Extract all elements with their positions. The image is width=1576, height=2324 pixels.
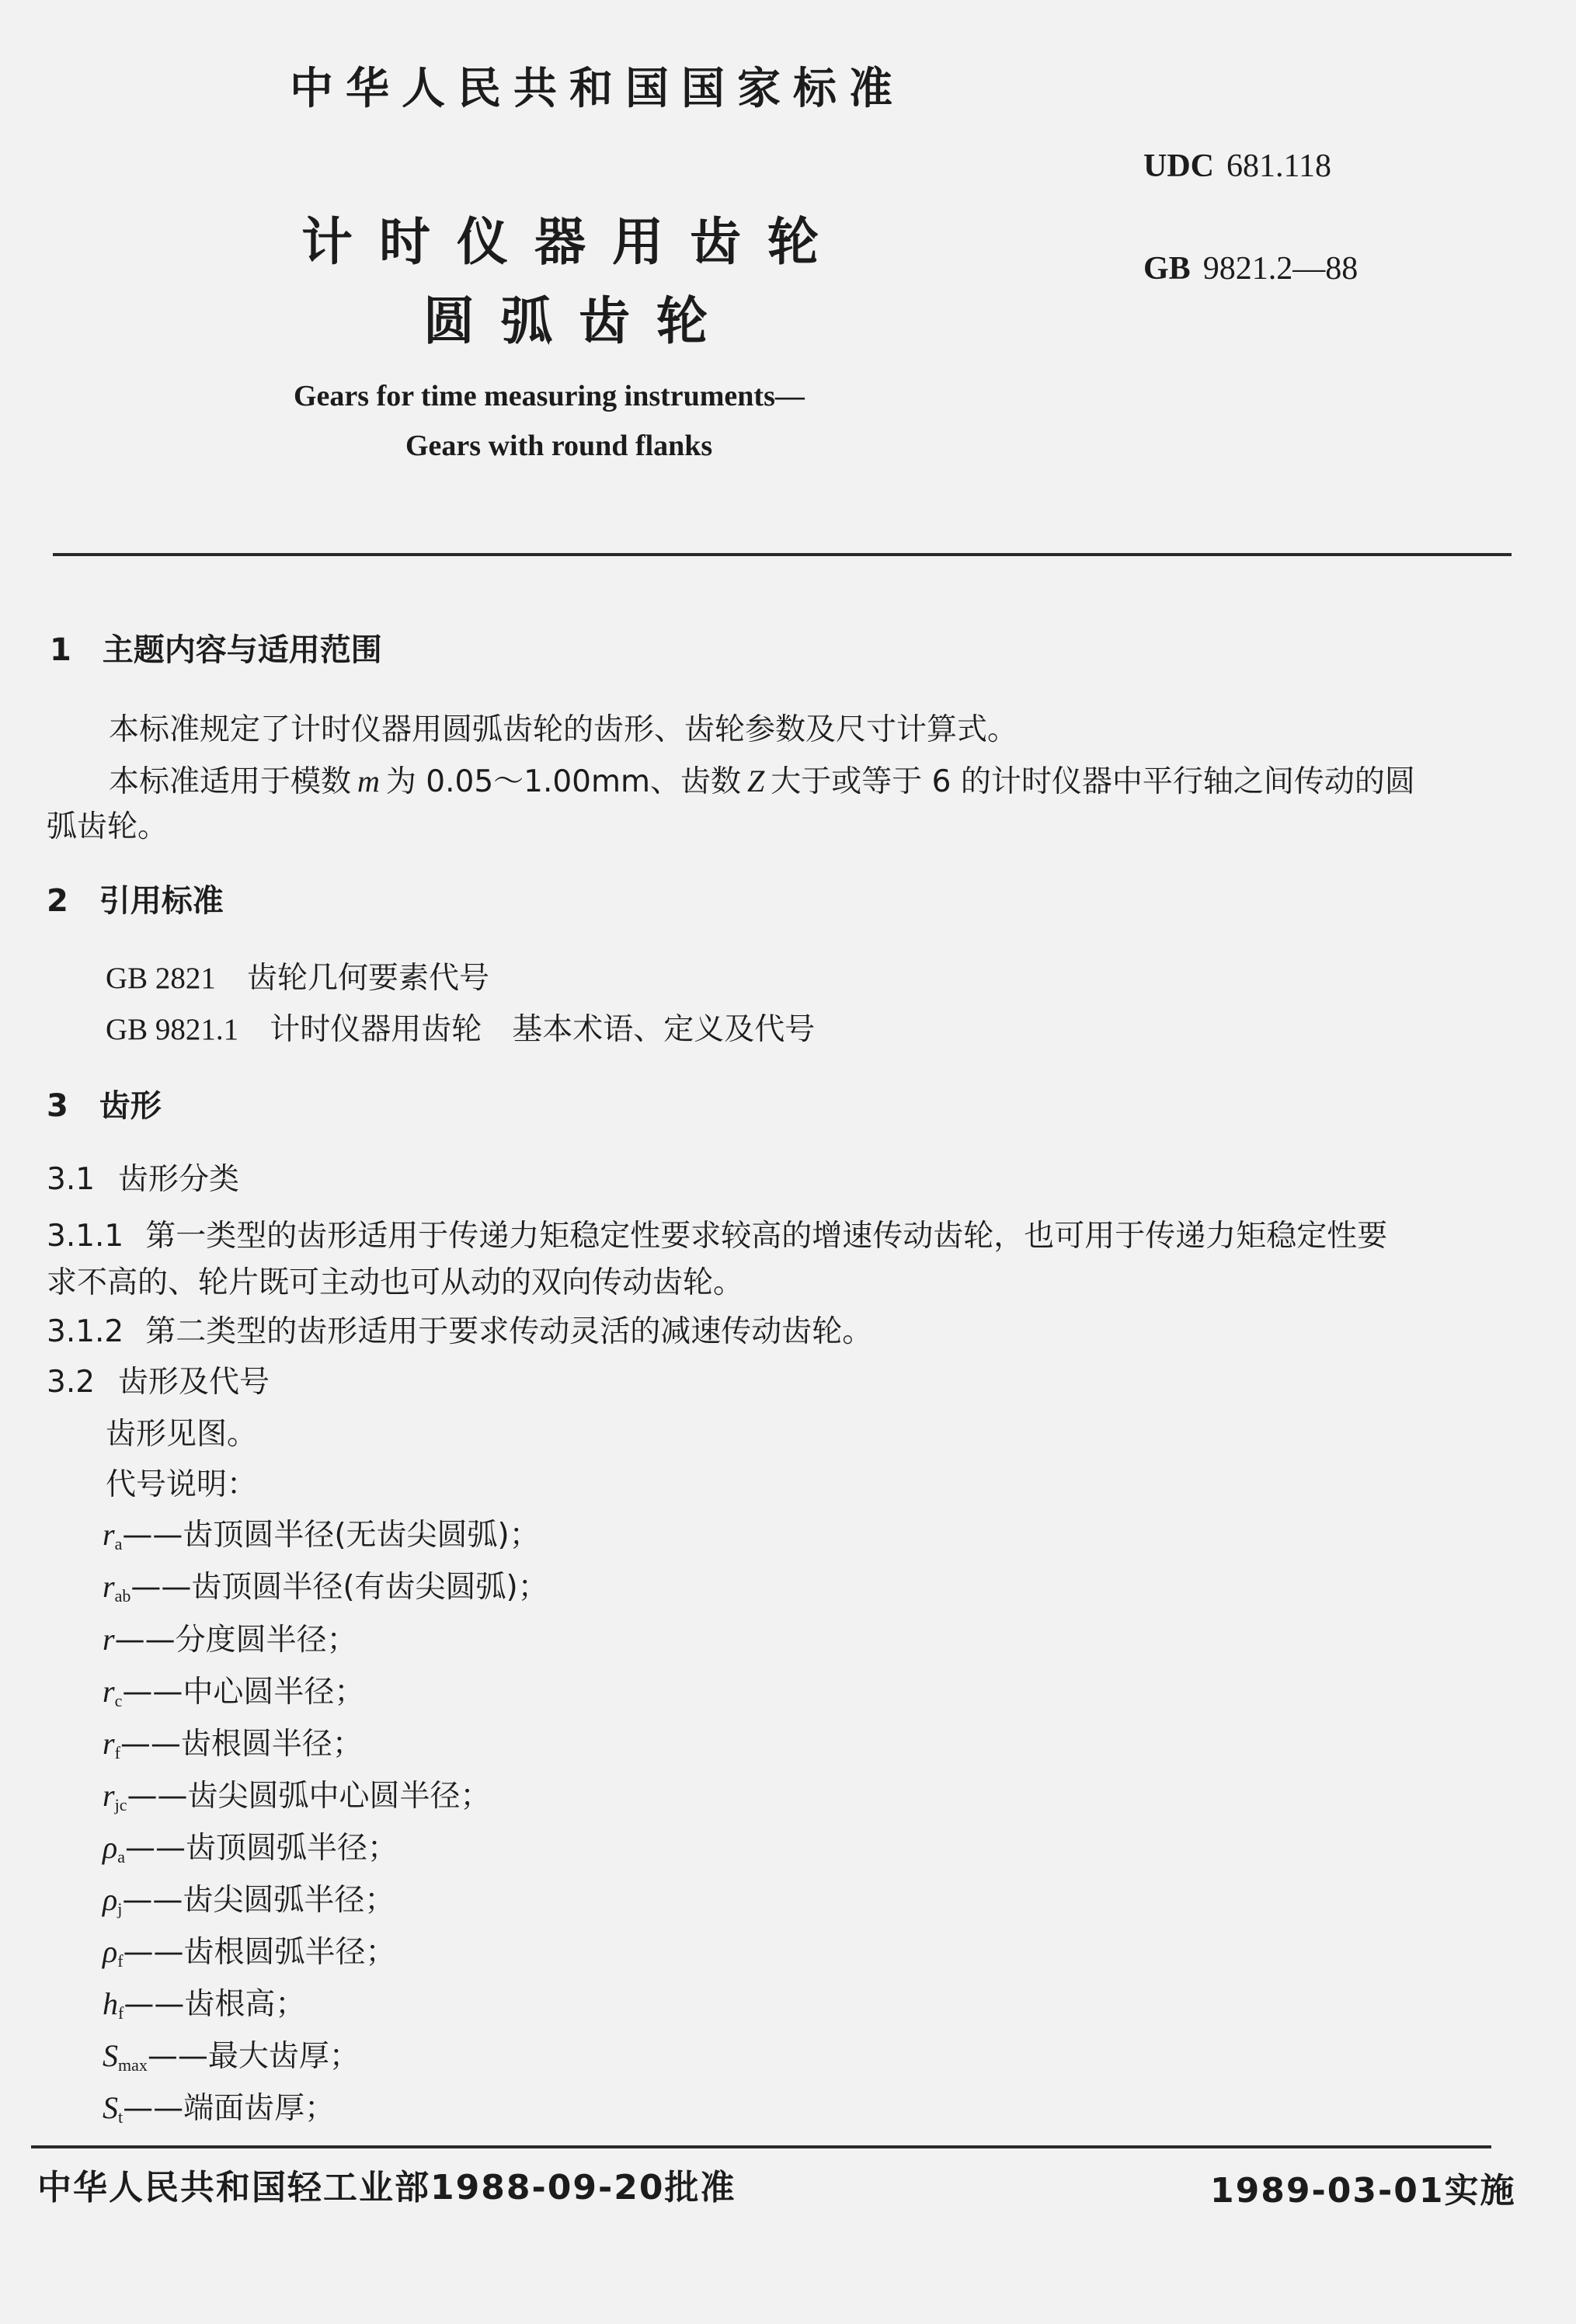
- symbol-base: h: [103, 1986, 118, 2021]
- symbol-list-item: [103, 2032, 360, 2075]
- symbol-base: r: [103, 1569, 115, 1604]
- subsection-title: 齿形分类: [118, 1162, 240, 1197]
- symbol-description: ——齿顶圆半径(有齿尖圆弧)；: [130, 1570, 548, 1605]
- symbol-description: ——端面齿厚；: [123, 2091, 336, 2126]
- symbol-subscript: f: [114, 1743, 120, 1762]
- symbol-list-item: [103, 1824, 398, 1867]
- symbol-list-item: [103, 1720, 363, 1763]
- section-2-heading: [47, 876, 224, 920]
- reference-code: GB 2821: [106, 962, 216, 995]
- section-3-title: 齿形: [99, 1088, 162, 1124]
- symbol-base: r: [103, 1517, 115, 1552]
- p2-text-a: 本标准适用于模数: [109, 764, 352, 799]
- approval-line: 中华人民共和国轻工业部1988-09-20批准: [37, 2168, 736, 2207]
- symbol-list-item: [103, 1980, 305, 2023]
- symbol-list-item: [103, 1563, 548, 1606]
- symbol-base: r: [103, 1674, 115, 1709]
- udc-value: 681.118: [1226, 148, 1331, 184]
- reference-item: [106, 954, 489, 997]
- clause-3-1-1: [47, 1212, 1387, 1255]
- chinese-title-line-1: 计时仪器用齿轮: [301, 212, 845, 272]
- p2-text-b: 为 0.05～1.00mm、齿数: [385, 764, 741, 799]
- symbol-base: ρ: [103, 1882, 118, 1917]
- header-divider: [53, 553, 1512, 556]
- symbol-list-item: [103, 1772, 490, 1815]
- symbol-subscript: max: [118, 2055, 148, 2075]
- reference-title: 计时仪器用齿轮 基本术语、定义及代号: [270, 1012, 816, 1047]
- symbol-legend-intro: 代号说明：: [106, 1467, 258, 1502]
- symbol-base: S: [103, 2090, 118, 2125]
- symbol-description: ——齿根圆弧半径；: [123, 1935, 396, 1970]
- symbol-subscript: c: [114, 1691, 123, 1710]
- symbol-list-item: [103, 2084, 335, 2127]
- symbol-description: ——中心圆半径；: [122, 1675, 365, 1710]
- clause-text: 第二类型的齿形适用于要求传动灵活的减速传动齿轮。: [145, 1314, 873, 1349]
- subsection-number: 3.2: [47, 1365, 96, 1400]
- symbol-description: ——齿尖圆弧半径；: [122, 1883, 395, 1918]
- symbol-subscript: jc: [114, 1795, 127, 1814]
- symbol-subscript: a: [114, 1534, 123, 1553]
- symbol-list-item: [103, 1668, 364, 1711]
- gb-label: GB: [1143, 251, 1191, 287]
- symbol-subscript: f: [118, 2003, 124, 2023]
- symbol-list-item: [103, 1876, 395, 1919]
- subsection-3-1-heading: [47, 1155, 239, 1199]
- symbol-base: r: [103, 1726, 115, 1761]
- clause-3-1-2: [47, 1307, 872, 1351]
- symbol-list-item: [103, 1616, 357, 1659]
- subsection-number: 3.1: [47, 1162, 96, 1197]
- clause-3-1-1-cont: 求不高的、轮片既可主动也可从动的双向传动齿轮。: [47, 1265, 744, 1300]
- symbol-description: ——分度圆半径；: [114, 1623, 357, 1658]
- symbol-subscript: t: [118, 2107, 124, 2127]
- subsection-3-2-heading: [47, 1358, 270, 1401]
- section-2-number: 2: [47, 883, 68, 919]
- section-1-paragraph-2-cont: 弧齿轮。: [47, 809, 169, 844]
- footer-divider: [31, 2145, 1491, 2148]
- symbol-description: ——齿根高；: [124, 1987, 306, 2022]
- reference-item: [106, 1005, 815, 1049]
- section-1-heading: [50, 625, 382, 670]
- gb-code: [1143, 250, 1358, 287]
- modulus-symbol: m: [357, 764, 380, 798]
- subsection-title: 齿形及代号: [118, 1365, 270, 1400]
- udc-label: UDC: [1143, 148, 1214, 184]
- symbol-description: ——齿顶圆半径(无齿尖圆弧)；: [122, 1518, 540, 1553]
- gb-value: 9821.2—88: [1202, 251, 1359, 287]
- symbol-description: ——齿尖圆弧中心圆半径；: [127, 1779, 491, 1814]
- reference-title: 齿轮几何要素代号: [246, 961, 489, 996]
- section-1-number: 1: [50, 632, 71, 668]
- symbol-base: S: [103, 2038, 118, 2073]
- english-title-line-2: Gears with round flanks: [405, 430, 713, 462]
- english-title-line-1: Gears for time measuring instruments—: [294, 380, 805, 412]
- symbol-description: ——最大齿厚；: [147, 2039, 360, 2074]
- issuing-body-title: 中华人民共和国国家标准: [290, 64, 905, 114]
- clause-number: 3.1.2: [47, 1314, 124, 1349]
- udc-code: [1143, 148, 1331, 185]
- clause-text: 第一类型的齿形适用于传递力矩稳定性要求较高的增速传动齿轮，也可用于传递力矩稳定性要: [145, 1219, 1388, 1254]
- symbol-base: r: [103, 1778, 115, 1813]
- symbol-list-item: [103, 1928, 396, 1971]
- section-3-heading: [47, 1081, 162, 1125]
- symbol-subscript: a: [117, 1847, 125, 1867]
- tooth-count-symbol: Z: [746, 764, 765, 798]
- section-1-paragraph-1: 本标准规定了计时仪器用圆弧齿轮的齿形、齿轮参数及尺寸计算式。: [109, 712, 1018, 747]
- section-1-paragraph-2: [109, 757, 1415, 801]
- symbol-base: ρ: [103, 1934, 118, 1969]
- p2-text-c: 大于或等于 6 的计时仪器中平行轴之间传动的圆: [771, 764, 1415, 799]
- symbol-base: ρ: [103, 1830, 118, 1865]
- symbol-base: r: [103, 1622, 115, 1657]
- clause-number: 3.1.1: [47, 1219, 124, 1254]
- effective-date: 1989-03-01实施: [1210, 2171, 1516, 2211]
- symbol-list-item: [103, 1511, 540, 1554]
- symbol-subscript: j: [117, 1899, 123, 1919]
- figure-reference: 齿形见图。: [106, 1417, 258, 1452]
- symbol-description: ——齿顶圆弧半径；: [124, 1831, 398, 1866]
- section-1-title: 主题内容与适用范围: [102, 632, 382, 668]
- section-2-title: 引用标准: [99, 883, 224, 919]
- section-3-number: 3: [47, 1088, 68, 1124]
- reference-code: GB 9821.1: [106, 1013, 239, 1046]
- symbol-subscript: f: [117, 1951, 124, 1971]
- symbol-subscript: ab: [114, 1586, 131, 1606]
- chinese-title-line-2: 圆弧齿轮: [423, 291, 734, 351]
- symbol-description: ——齿根圆半径；: [120, 1727, 363, 1762]
